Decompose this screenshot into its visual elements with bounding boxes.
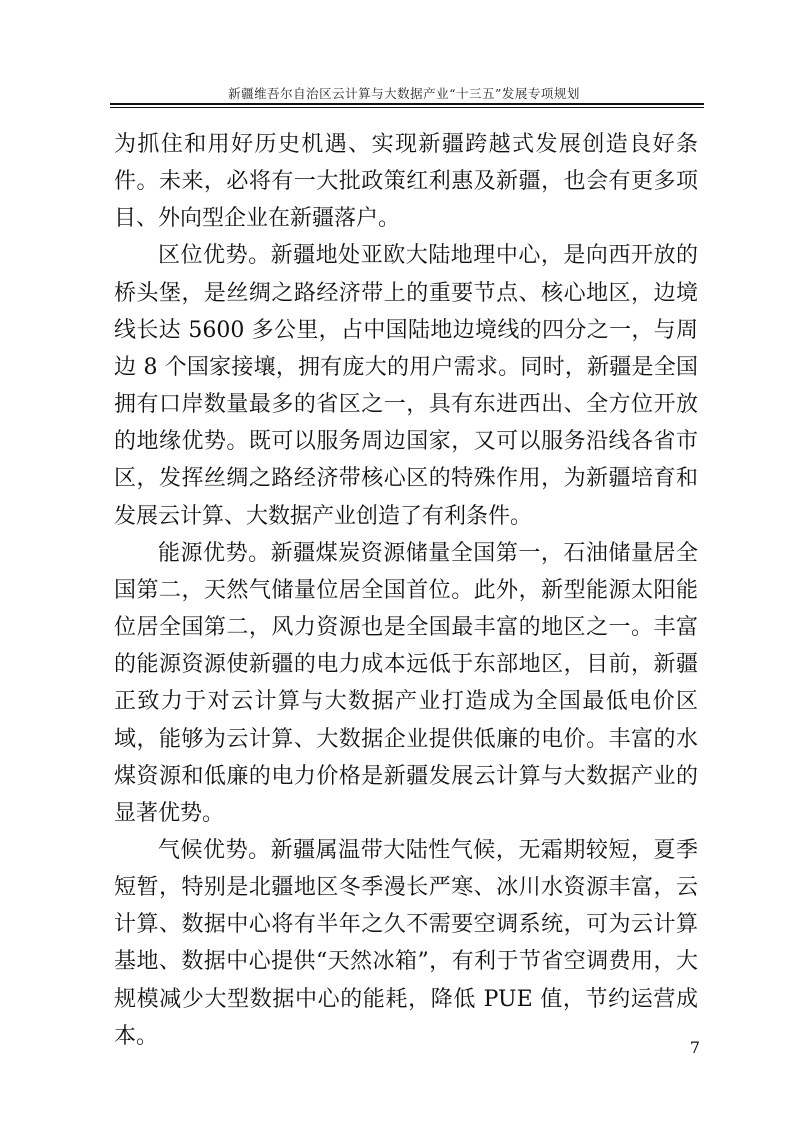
- paragraph-energy-advantage: 能源优势。新疆煤炭资源储量全国第一，石油储量居全国第二，天然气储量位居全国首位。此外，新型能源太阳能位居全国第二，风力资源也是全国最丰富的地区之一。丰富的能源资源使新疆的电力成本远低于东部地区，目前，新疆正致力于对云计算与大数据产业打造成为全国最低电价区域，能够为云计算、大数据企业提供低廉的电价。丰富的水煤资源和低廉的电力价格是新疆发展云计算与大数据产业的显著优势。: [114, 540, 698, 826]
- page-number: 7: [689, 1038, 700, 1057]
- header-rule-thin: [110, 107, 704, 108]
- paragraph-climate-advantage: 气候优势。新疆属温带大陆性气候，无霜期较短，夏季短暂，特别是北疆地区冬季漫长严寒、冰川水资源丰富，云计算、数据中心将有半年之久不需要空调系统，可为云计算基地、数据中心提供“天然冰箱”，有利于节省空调费用，大规模减少大型数据中心的能耗，降低 PUE 值，节约运营成本。: [114, 837, 698, 1049]
- running-header: 新疆维吾尔自治区云计算与大数据产业“十三五”发展专项规划: [228, 86, 580, 101]
- document-body: [114, 126, 698, 1055]
- header-rule: [110, 103, 704, 105]
- paragraph-continuation: 为抓住和用好历史机遇、实现新疆跨越式发展创造良好条件。未来，必将有一大批政策红利惠及新疆，也会有更多项目、外向型企业在新疆落户。: [114, 132, 698, 232]
- paragraph-location-advantage: 区位优势。新疆地处亚欧大陆地理中心，是向西开放的桥头堡，是丝绸之路经济带上的重要节点、核心地区，边境线长达 5600 多公里，占中国陆地边境线的四分之一，与周边 8 个国家接壤，拥有庞大的用户需求。同时，新疆是全国拥有口岸数量最多的省区之一，具有东进西出、全方位开放的地缘优势。既可以服务周边国家，又可以服务沿线各省市区，发挥丝绸之路经济带核心区的特殊作用，为新疆培育和发展云计算、大数据产业创造了有利条件。: [114, 243, 698, 529]
